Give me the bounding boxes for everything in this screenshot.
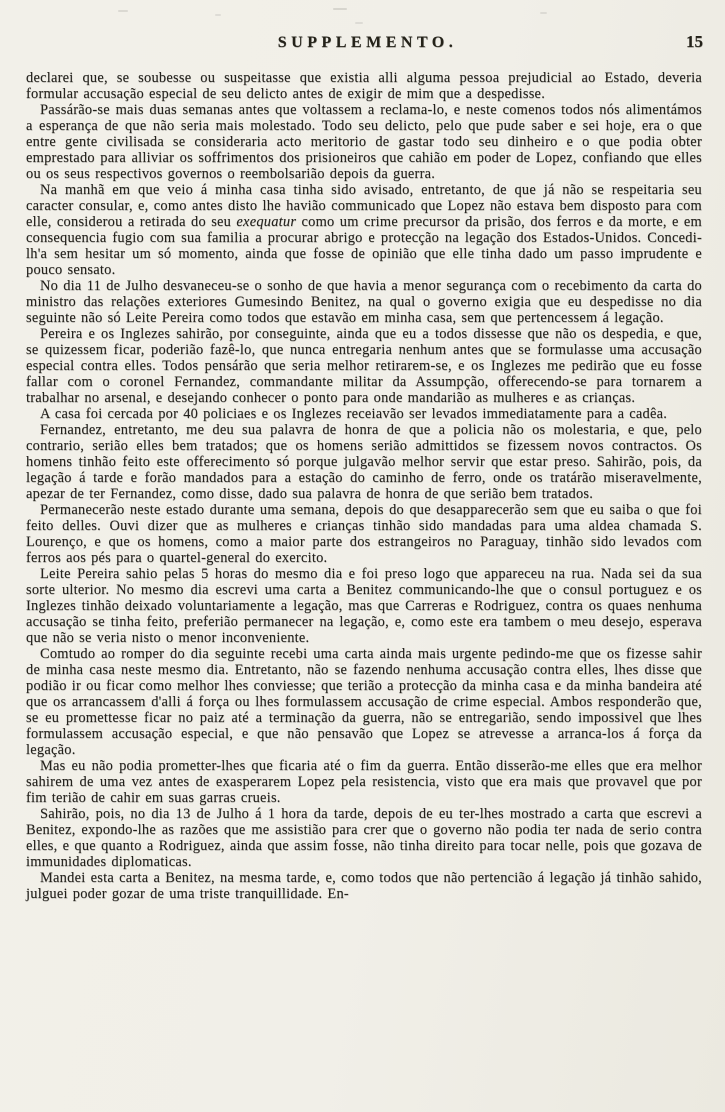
section-title: SUPPLEMENTO. <box>277 34 458 51</box>
paragraph: Comtudo ao romper do dia seguinte recebi uma carta ainda mais urgente pedindo-me que os fizesse sahir de minha casa neste mesmo dia. Entretanto, não se fazendo nenhuma accusação contra elles, lhes disse que podião ir ou ficar como melhor lhes conviesse; que terião a protecção da minha casa e da minha bandeira até que os arrancassem d'alli á força ou lhes formulassem accusação de crime especial. Ambos responderão que, se eu promettesse ficar no paiz até a terminação da guerra, não se entregarião, sendo impossivel que lhes formulassem accusação especial, e que não pensavão que Lopez se atrevesse a arranca-los á força da legação. <box>26 646 702 758</box>
exequatur-italic-term: exequatur <box>236 214 297 230</box>
paragraph: Mas eu não podia prometter-lhes que ficaria até o fim da guerra. Então disserão-me elles que era melhor sahirem de uma vez antes de exasperarem Lopez pela resistencia, visto que era mais que provavel que por fim terião de cahir em suas garras crueis. <box>26 758 702 806</box>
paragraph: declarei que, se soubesse ou suspeitasse que existia alli alguma pessoa prejudicial ao Estado, deveria formular accusação especial de seu delicto antes de exigir de mim que a despedisse. <box>26 70 702 102</box>
paragraph: Sahirão, pois, no dia 13 de Julho á 1 hora da tarde, depois de eu ter-lhes mostrado a carta que escrevi a Benitez, expondo-lhe as razões que me assistião para crer que o governo não podia ter nada de serio contra elles, e que quanto a Rodriguez, ainda que assim fosse, não tinha direito para tocar nelle, pois que gozava de immunidades diplomaticas. <box>26 806 702 870</box>
paragraph: Fernandez, entretanto, me deu sua palavra de honra de que a policia não os molestaria, e que, pelo contrario, serião elles bem tratados; que os homens serião admittidos se fizessem novos contractos. Os homens tinhão feito este offerecimento só porque julgavão melhor servir que estar preso. Sahirão, pois, da legação á tarde e forão mandados para a estação do caminho de ferro, onde os tratárão miseravelmente, apezar de ter Fernandez, como disse, dado sua palavra de honra de que serião bem tratados. <box>26 422 702 502</box>
scan-noise-mark <box>215 14 221 16</box>
paragraph: Permanecerão neste estado durante uma semana, depois do que desapparecerão sem que eu saiba o que foi feito delles. Ouvi dizer que as mulheres e crianças tinhão sido mandadas para uma aldea chamada S. Lourenço, e que os homens, como a maior parte dos estrangeiros no Paraguay, tinhão sido levados com ferros aos pés para o quartel-general do exercito. <box>26 502 702 566</box>
paragraph: Passárão-se mais duas semanas antes que voltassem a reclama-lo, e neste comenos todos nós alimentámos a esperança de que não seria mais molestado. Todo seu delicto, pelo que pude saber e sei hoje, era o que entre gente civilisada se consideraria acto meritorio de gastar todo seu dinheiro e o que podia obter emprestado para alliviar os soffrimentos dos prisioneiros que cahião em poder de Lopez, confiando que elles ou os seus respectivos governos o reembolsarião depois da guerra. <box>26 102 702 182</box>
paragraph: Pereira e os Inglezes sahirão, por conseguinte, ainda que eu a todos dissesse que não os despedia, e que, se quizessem ficar, poderião fazê-lo, que nunca entregaria nenhum antes que se formulasse uma accusação especial contra elles. Todos pensárão que seria melhor retirarem-se, e os Inglezes me pedirão que eu fosse fallar com o coronel Fernandez, commandante militar da Assumpção, offerecendo-se para tornarem a trabalhar no arsenal, e desejando conhecer o ponto para onde mandarião as mulheres e as crianças. <box>26 326 702 406</box>
document-text <box>26 70 702 902</box>
paragraph-text: como um crime precursor da prisão, dos ferros e da morte, e em consequencia fugio com sua familia a procurar abrigo e protecção na legação dos Estados-Unidos. Concedi-lh'a sem hesitar um só momento, ainda que fosse de opinião que elle tinha dado um passo imprudente e pouco sensato. <box>26 214 702 278</box>
paragraph-text: Na manhã em que veio á minha casa tinha sido avisado, entretanto, de que já não se respeitaria seu caracter consular, e, como antes disto lhe havião communicado que Lopez não estava bem disposto para com elle, considerou a retirada do seu <box>26 182 702 230</box>
paragraph: No dia 11 de Julho desvaneceu-se o sonho de que havia a menor segurança com o recebimento da carta do ministro das relações exteriores Gumesindo Benitez, na qual o governo exigia que eu despedisse no dia seguinte não só Leite Pereira como todos que estavão em minha casa, sem que pertencessem á legação. <box>26 278 702 326</box>
paragraph: Mandei esta carta a Benitez, na mesma tarde, e, como todos que não pertencião á legação já tinhão sahido, julguei poder gozar de uma triste tranquillidade. En- <box>26 870 702 902</box>
page-header <box>26 34 709 56</box>
paragraph: Leite Pereira sahio pelas 5 horas do mesmo dia e foi preso logo que appareceu na rua. Nada sei da sua sorte ulterior. No mesmo dia escrevi uma carta a Benitez communicando-lhe que o consul portuguez e os Inglezes tinhão deixado voluntariamente a legação, mas que Carreras e Rodriguez, contra os quaes nenhuma accusação se tinha feito, preferião permanecer na legação, e, como este era tambem o meu desejo, esperava que não se veria nisto o menor inconveniente. <box>26 566 702 646</box>
paragraph <box>26 182 702 278</box>
scan-noise-mark <box>333 8 347 10</box>
paragraph: A casa foi cercada por 40 policiaes e os Inglezes receiavão ser levados immediatamente para a cadêa. <box>40 406 668 422</box>
scan-noise-mark <box>355 22 363 24</box>
scan-noise-mark <box>118 10 128 12</box>
page-number: 15 <box>686 32 703 51</box>
scan-noise-mark <box>540 12 547 14</box>
